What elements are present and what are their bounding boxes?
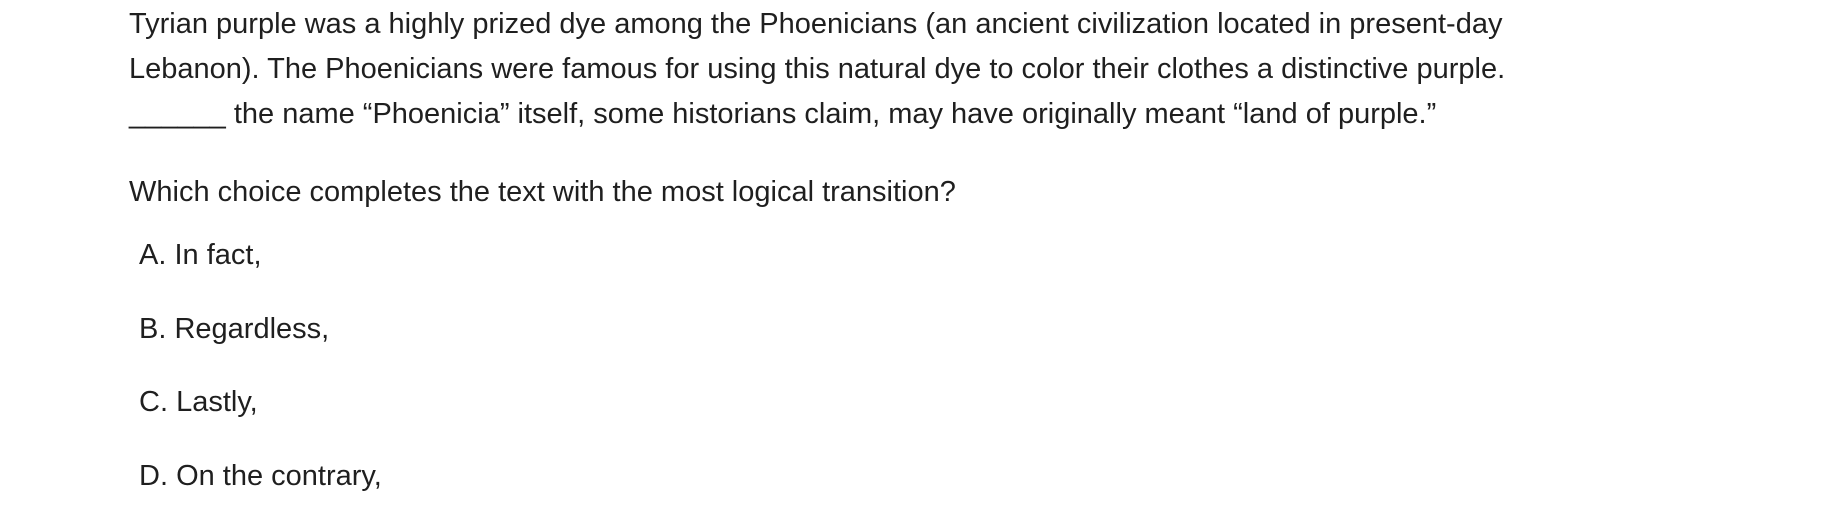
choice-letter: A.	[139, 239, 175, 271]
choice-text: Lastly,	[176, 386, 258, 418]
question-prompt: Which choice completes the text with the most logical transition?	[129, 176, 956, 208]
passage-text	[129, 2, 1789, 137]
choice-text: In fact,	[174, 239, 262, 271]
choice-letter: C.	[139, 386, 177, 418]
passage-line: Tyrian purple was a highly prized dye among the Phoenicians (an ancient civilization located in present-day	[129, 8, 1503, 40]
choice-text: On the contrary,	[176, 459, 382, 492]
choice-b[interactable]	[139, 307, 382, 381]
choice-text: Regardless,	[174, 312, 330, 345]
choice-a[interactable]	[139, 233, 382, 307]
choice-d[interactable]	[139, 454, 382, 521]
choice-letter: D.	[139, 459, 177, 492]
passage-line: ______ the name “Phoenicia” itself, some historians claim, may have originally meant “land of purple.”	[129, 98, 1437, 130]
answer-choices	[139, 233, 382, 521]
choice-c[interactable]	[139, 380, 382, 454]
passage-line: Lebanon). The Phoenicians were famous for using this natural dye to color their clothes a distinctive purple.	[129, 53, 1506, 85]
choice-letter: B.	[139, 312, 175, 345]
